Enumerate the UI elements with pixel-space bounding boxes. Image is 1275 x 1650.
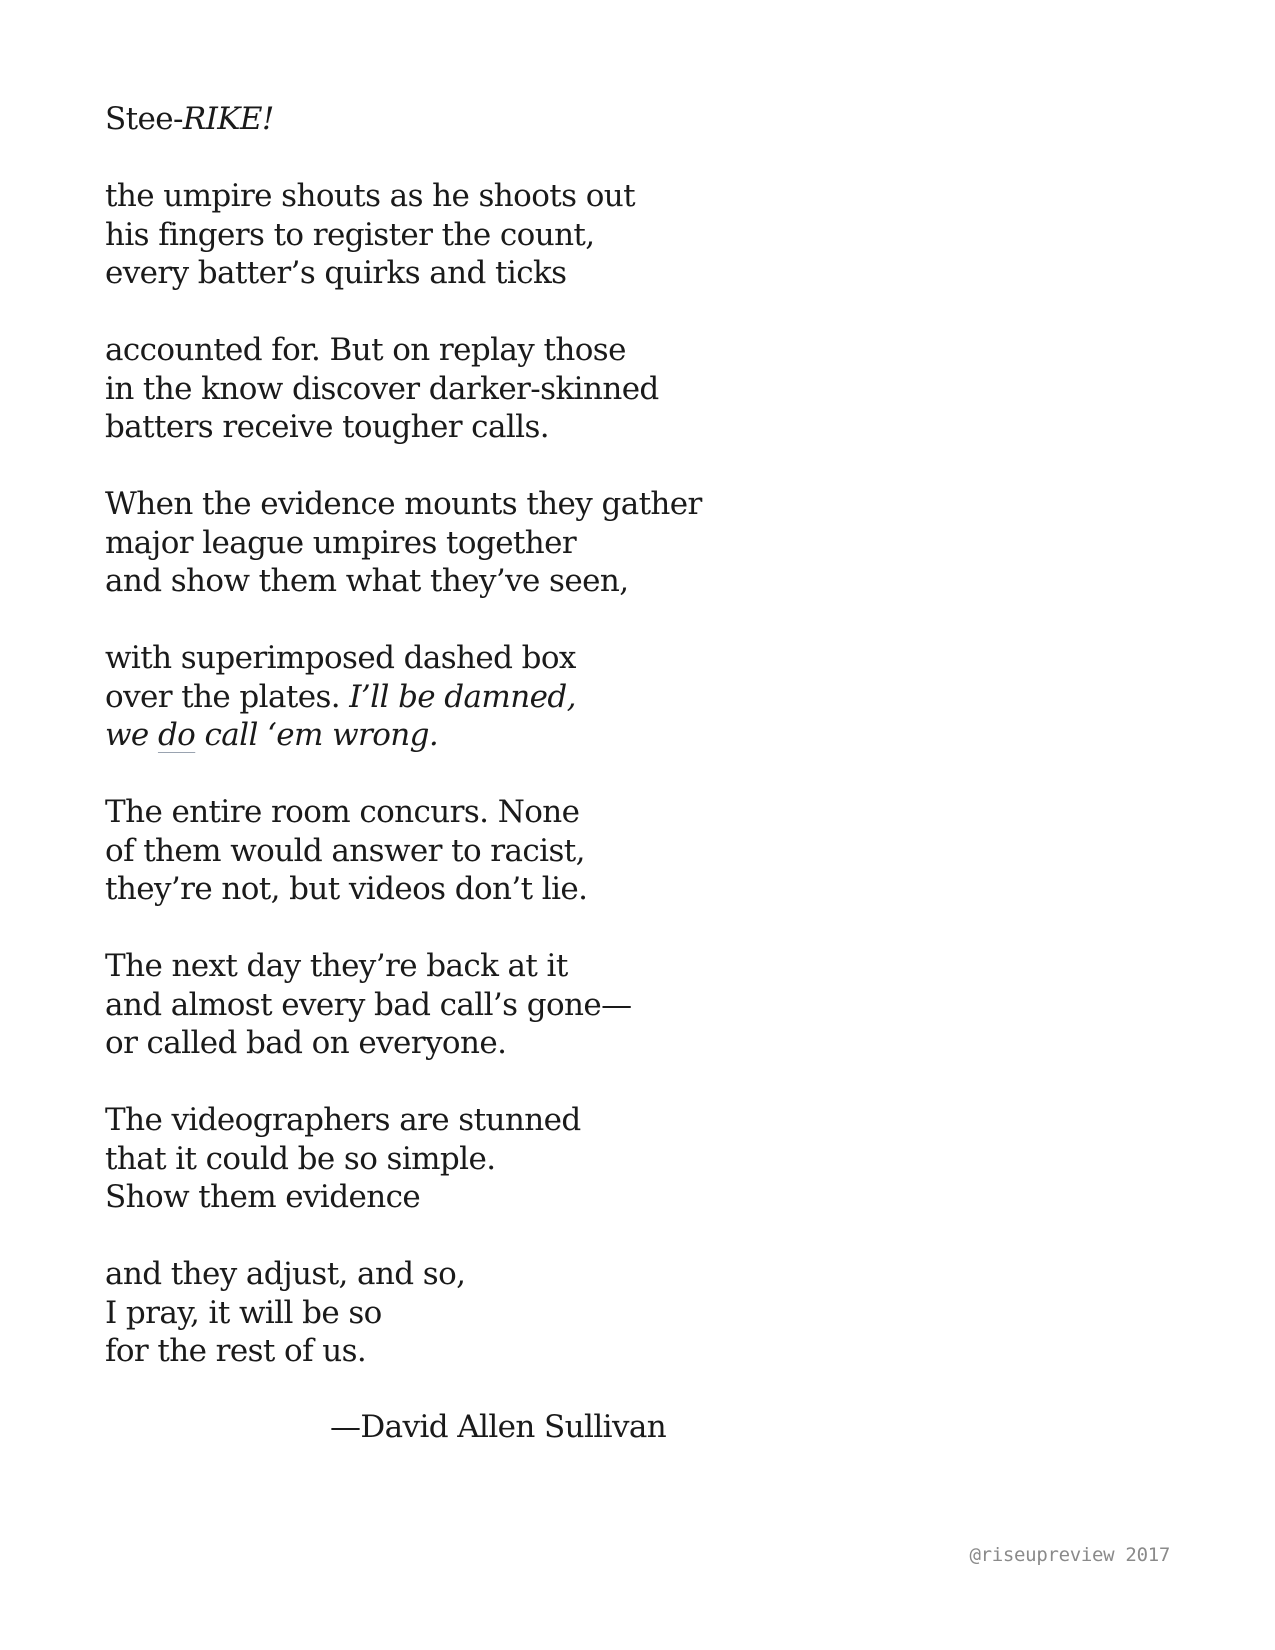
stanza-4: [105, 639, 905, 755]
copyright-footer: @riseupreview 2017: [969, 1544, 1170, 1566]
underlined-word: do: [157, 717, 196, 753]
poem-line: they’re not, but videos don’t lie.: [105, 871, 588, 907]
poem-line: every batter’s quirks and ticks: [105, 255, 567, 291]
poem-line: I pray, it will be so: [105, 1294, 382, 1331]
poem-line: major league umpires together: [105, 524, 577, 561]
poem-line: When the evidence mounts they gather: [105, 486, 702, 522]
poem-line-plain-part: over the plates.: [105, 678, 350, 715]
author-byline: —David Allen Sullivan: [330, 1409, 667, 1445]
poem-line-mixed: [105, 678, 905, 717]
stanza-8: [105, 1255, 905, 1371]
poem-line-italic-part: I’ll be damned,: [349, 678, 576, 715]
stanza-2: [105, 331, 905, 447]
poem-line: Show them evidence: [105, 1179, 421, 1215]
poem-line: with superimposed dashed box: [105, 640, 576, 676]
stanza-3: [105, 485, 905, 601]
poem-title: [105, 100, 905, 139]
stanza-1: [105, 177, 905, 293]
poem-line: in the know discover darker-skinned: [105, 370, 659, 407]
poem-title-italic: RIKE!: [182, 101, 274, 137]
stanza-7: [105, 1101, 905, 1217]
poem-line: The next day they’re back at it: [105, 948, 568, 984]
poem-line: and almost every bad call’s gone—: [105, 986, 632, 1023]
poem-body: [105, 100, 905, 1371]
poem-line: or called bad on everyone.: [105, 1025, 507, 1061]
stanza-5: [105, 793, 905, 909]
poem-line: The entire room concurs. None: [105, 794, 580, 830]
poem-line: of them would answer to racist,: [105, 832, 585, 869]
poem-line: that it could be so simple.: [105, 1140, 496, 1177]
poem-line: his fingers to register the count,: [105, 216, 595, 253]
poem-title-prefix: Stee-: [105, 101, 183, 137]
poem-line-italic-part: call ‘em wrong.: [195, 717, 439, 753]
poem-line: the umpire shouts as he shoots out: [105, 178, 636, 214]
poem-line-italic: [105, 716, 905, 755]
poem-line-italic-part: we: [105, 717, 158, 753]
poem-line: The videographers are stunned: [105, 1102, 581, 1138]
poem-line: batters receive tougher calls.: [105, 409, 550, 445]
poem-line: accounted for. But on replay those: [105, 332, 626, 368]
poem-line: and they adjust, and so,: [105, 1256, 466, 1292]
poem-line: for the rest of us.: [105, 1333, 367, 1369]
poem-line: and show them what they’ve seen,: [105, 563, 629, 599]
stanza-6: [105, 947, 905, 1063]
